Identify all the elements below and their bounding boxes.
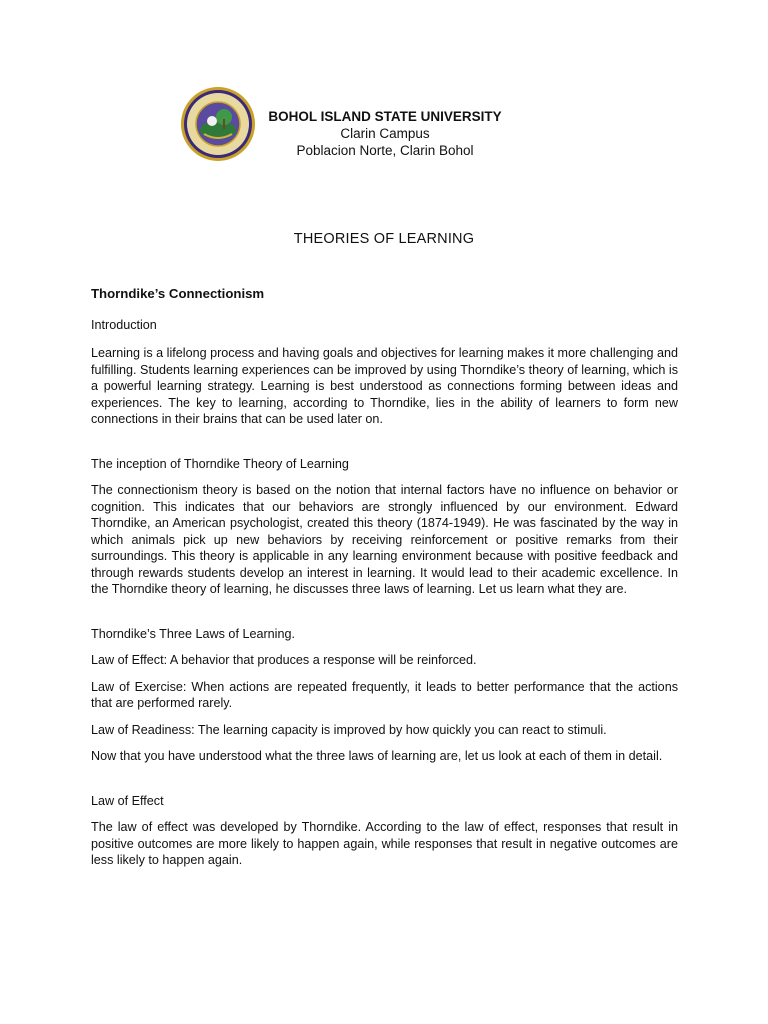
law-of-exercise-summary: Law of Exercise: When actions are repeated frequently, it leads to better performance that the actions that are performed rarely. bbox=[91, 679, 678, 710]
introduction-paragraph: Learning is a lifelong process and having goals and objectives for learning makes it more challenging and fulfilling. Students learning experiences can be improved by using Thorndike’s theory of learning, which is a powerful learning strategy. Learning is best understood as connections forming between ideas and experiences. The key to learning, according to Thorndike, lies in the ability of learners to form new connections in their brains that can be used later on. bbox=[91, 346, 678, 426]
campus-name: Clarin Campus bbox=[340, 126, 430, 141]
introduction-heading: Introduction bbox=[91, 317, 157, 332]
section-heading: Thorndike’s Connectionism bbox=[91, 286, 265, 301]
law-of-readiness-summary: Law of Readiness: The learning capacity is improved by how quickly you can react to stimuli. bbox=[91, 722, 607, 737]
law-of-effect-heading: Law of Effect bbox=[91, 793, 164, 808]
document-body bbox=[91, 286, 678, 869]
university-name: BOHOL ISLAND STATE UNIVERSITY bbox=[268, 109, 502, 124]
law-of-effect-paragraph: The law of effect was developed by Thorndike. According to the law of effect, responses that result in positive outcomes are more likely to happen again, while responses that result in negative outcomes are less likely to happen again. bbox=[91, 820, 678, 867]
university-seal-icon bbox=[180, 86, 256, 162]
law-of-effect-summary: Law of Effect: A behavior that produces a response will be reinforced. bbox=[91, 653, 477, 667]
document-title: THEORIES OF LEARNING bbox=[293, 231, 475, 247]
laws-closing-sentence: Now that you have understood what the three laws of learning are, let us look at each of them in detail. bbox=[91, 749, 663, 763]
inception-heading: The inception of Thorndike Theory of Learning bbox=[91, 456, 349, 471]
three-laws-heading: Thorndike’s Three Laws of Learning. bbox=[91, 626, 295, 641]
letterhead bbox=[250, 108, 520, 159]
inception-paragraph: The connectionism theory is based on the notion that internal factors have no influence on behavior or cognition. This indicates that our behaviors are strongly influenced by our environment. Edward Thorndike, an American psychologist, created this theory (1874-1949). He was fascinated by the way in which animals pick up new behaviors by receiving reinforcement or positive remarks from their surroundings. This theory is applicable in any learning environment because with positive feedback and through rewards students develop an interest in learning. It would lead to their academic excellence. In the Thorndike theory of learning, he discusses three laws of learning. Let us learn what they are. bbox=[91, 483, 678, 596]
campus-address: Poblacion Norte, Clarin Bohol bbox=[296, 143, 474, 158]
